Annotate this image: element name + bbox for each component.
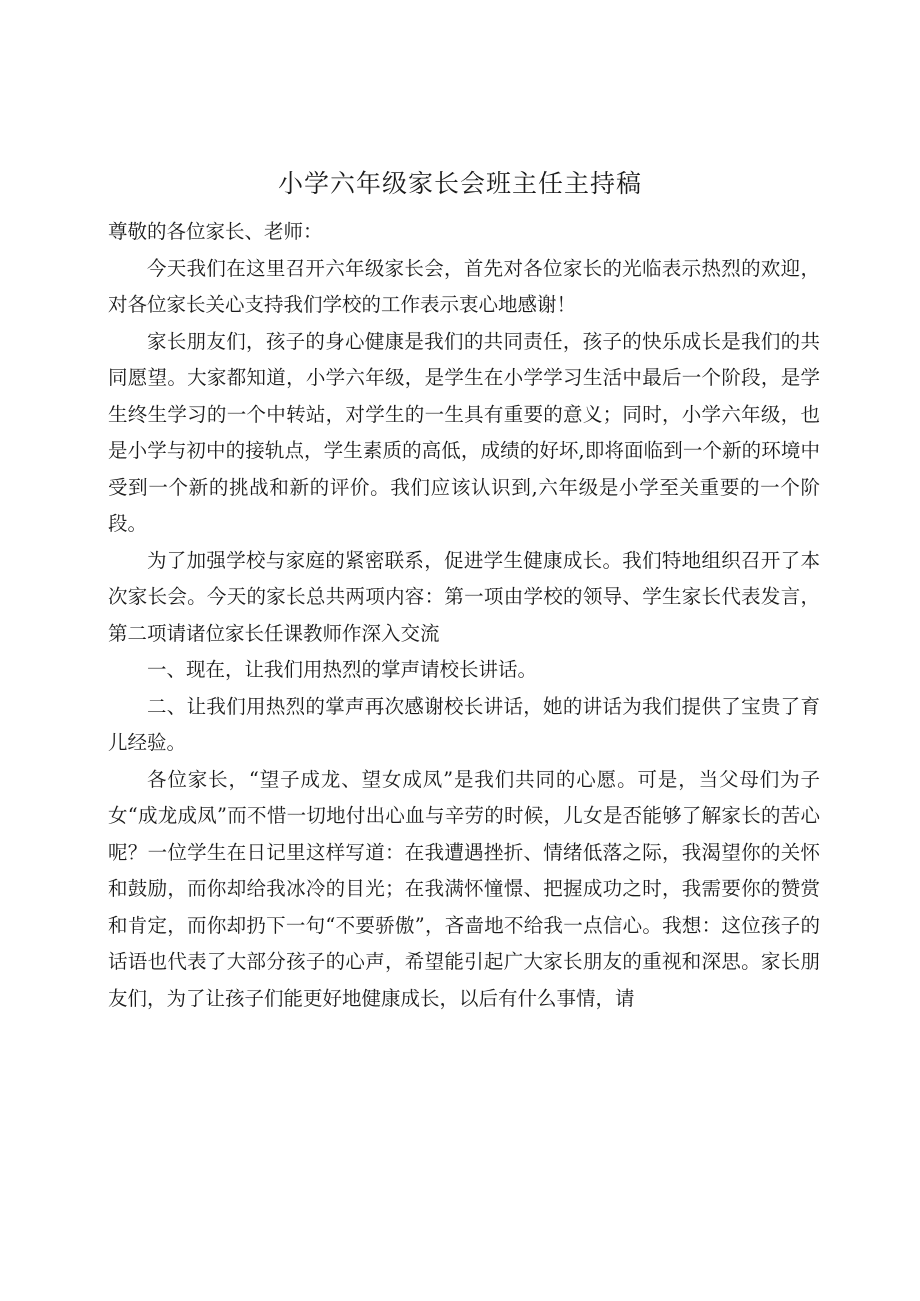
document-title: 小学六年级家长会班主任主持稿 (277, 169, 642, 198)
paragraph-meeting-agenda: 为了加强学校与家庭的紧密联系，促进学生健康成长。我们特地组织召开了本次家长会。今天的家长总共两项内容：第一项由学校的领导、学生家长代表发言，第二项请诸位家长任课教师作深入交流 (108, 548, 820, 645)
paragraph-sixth-grade-importance: 家长朋友们，孩子的身心健康是我们的共同责任，孩子的快乐成长是我们的共同愿望。大家都知道，小学六年级，是学生在小学学习生活中最后一个阶段，是学生终生学习的一个中转站，对学生的一生具有重要的意义；同时，小学六年级，也是小学与初中的接轨点，学生素质的高低，成绩的好坏,即将面临到一个新的环境中受到一个新的挑战和新的评价。我们应该认识到,六年级是小学至关重要的一个阶段。 (108, 329, 820, 535)
paragraph-principal-invite: 一、现在，让我们用热烈的掌声请校长讲话。 (147, 658, 538, 681)
document-body (108, 214, 820, 1017)
salutation: 尊敬的各位家长、老师： (108, 220, 323, 243)
paragraph-welcome: 今天我们在这里召开六年级家长会，首先对各位家长的光临表示热烈的欢迎，对各位家长关心支持我们学校的工作表示衷心地感谢！ (108, 256, 820, 316)
paragraph-parents-message: 各位家长，“望子成龙、望女成凤”是我们共同的心愿。可是，当父母们为子女“成龙成凤”而不惜一切地付出心血与辛劳的时候，儿女是否能够了解家长的苦心呢？一位学生在日记里这样写道：在我遭遇挫折、情绪低落之际，我渴望你的关怀和鼓励，而你却给我冰冷的目光；在我满怀憧憬、把握成功之时，我需要你的赞赏和肯定，而你却扔下一句“不要骄傲”，吝啬地不给我一点信心。我想：这位孩子的话语也代表了大部分孩子的心声，希望能引起广大家长朋友的重视和深思。家长朋友们，为了让孩子们能更好地健康成长，以后有什么事情，请 (108, 767, 820, 1010)
paragraph-principal-thanks: 二、让我们用热烈的掌声再次感谢校长讲话，她的讲话为我们提供了宝贵了育儿经验。 (108, 694, 820, 754)
